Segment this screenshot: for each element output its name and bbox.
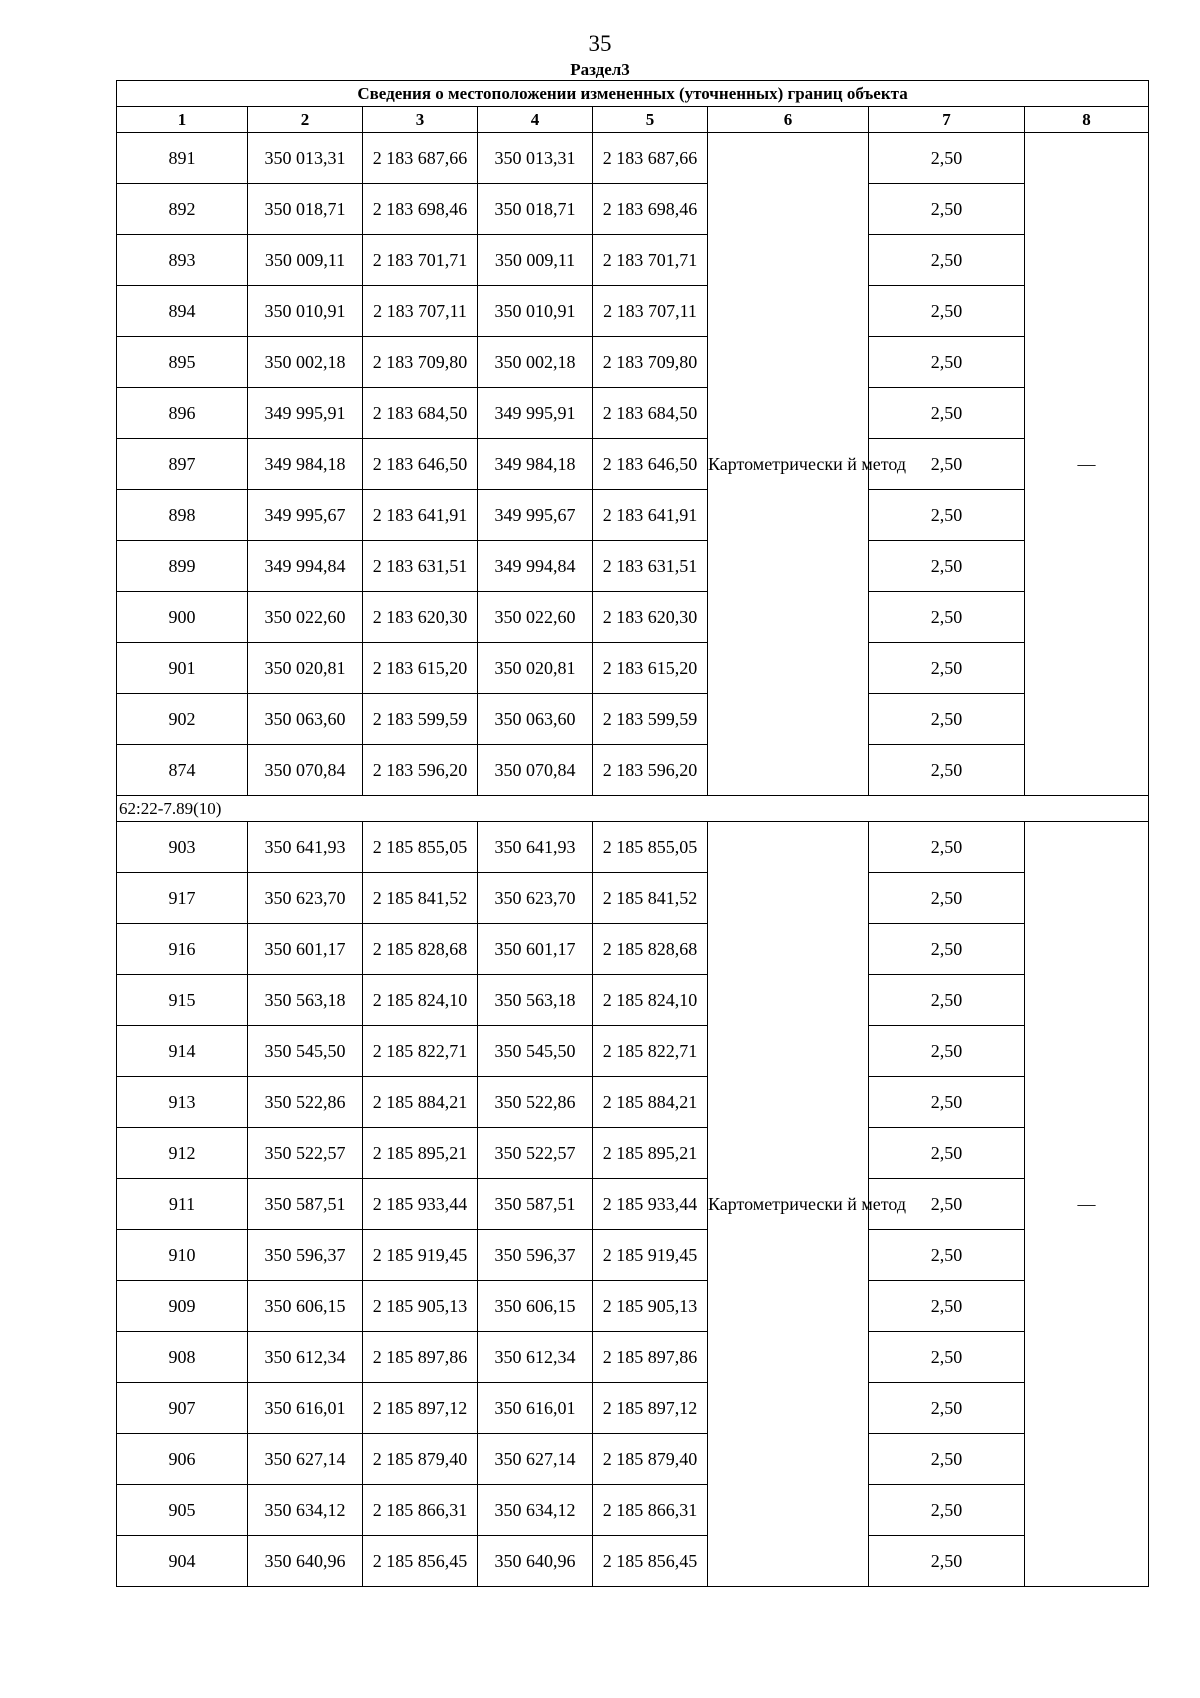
x-new-cell: 350 022,60	[478, 592, 593, 643]
y-new-cell: 2 185 841,52	[593, 873, 708, 924]
table-row	[117, 1128, 1149, 1179]
x-existing-cell: 349 994,84	[248, 541, 363, 592]
point-number-cell: 916	[117, 924, 248, 975]
accuracy-cell: 2,50	[869, 592, 1025, 643]
y-existing-cell: 2 185 879,40	[363, 1434, 478, 1485]
accuracy-cell: 2,50	[869, 873, 1025, 924]
y-existing-cell: 2 183 698,46	[363, 184, 478, 235]
table-row	[117, 1281, 1149, 1332]
accuracy-cell: 2,50	[869, 1026, 1025, 1077]
x-existing-cell: 349 995,91	[248, 388, 363, 439]
accuracy-cell: 2,50	[869, 1332, 1025, 1383]
point-number-cell: 908	[117, 1332, 248, 1383]
table-title: Сведения о местоположении измененных (уточненных) границ объекта	[117, 81, 1149, 107]
table-row	[117, 541, 1149, 592]
point-number-cell: 909	[117, 1281, 248, 1332]
column-number-1: 1	[117, 107, 248, 133]
point-number-cell: 917	[117, 873, 248, 924]
table-row	[117, 924, 1149, 975]
column-number-4: 4	[478, 107, 593, 133]
table-row	[117, 1026, 1149, 1077]
group-label: 62:22-7.89(10)	[117, 796, 1149, 822]
x-existing-cell: 350 596,37	[248, 1230, 363, 1281]
column-number-3: 3	[363, 107, 478, 133]
x-existing-cell: 350 563,18	[248, 975, 363, 1026]
y-new-cell: 2 183 701,71	[593, 235, 708, 286]
x-new-cell: 350 612,34	[478, 1332, 593, 1383]
point-number-cell: 911	[117, 1179, 248, 1230]
accuracy-cell: 2,50	[869, 1230, 1025, 1281]
table-row	[117, 1383, 1149, 1434]
y-existing-cell: 2 183 709,80	[363, 337, 478, 388]
column-number-2: 2	[248, 107, 363, 133]
table-row	[117, 1230, 1149, 1281]
accuracy-cell: 2,50	[869, 490, 1025, 541]
x-new-cell: 350 009,11	[478, 235, 593, 286]
x-new-cell: 350 606,15	[478, 1281, 593, 1332]
y-existing-cell: 2 183 615,20	[363, 643, 478, 694]
x-new-cell: 350 640,96	[478, 1536, 593, 1587]
y-new-cell: 2 183 615,20	[593, 643, 708, 694]
table-row	[117, 235, 1149, 286]
table-row	[117, 439, 1149, 490]
y-new-cell: 2 185 824,10	[593, 975, 708, 1026]
point-number-cell: 898	[117, 490, 248, 541]
x-new-cell: 350 641,93	[478, 822, 593, 873]
accuracy-cell: 2,50	[869, 337, 1025, 388]
y-existing-cell: 2 185 897,86	[363, 1332, 478, 1383]
group-label-row	[117, 796, 1149, 822]
x-new-cell: 350 013,31	[478, 133, 593, 184]
table-row	[117, 490, 1149, 541]
table-row	[117, 184, 1149, 235]
x-existing-cell: 350 020,81	[248, 643, 363, 694]
table-row	[117, 745, 1149, 796]
point-number-cell: 904	[117, 1536, 248, 1587]
accuracy-cell: 2,50	[869, 133, 1025, 184]
accuracy-cell: 2,50	[869, 184, 1025, 235]
table-row	[117, 1332, 1149, 1383]
accuracy-cell: 2,50	[869, 1434, 1025, 1485]
y-new-cell: 2 185 933,44	[593, 1179, 708, 1230]
table-row	[117, 822, 1149, 873]
accuracy-cell: 2,50	[869, 1128, 1025, 1179]
y-existing-cell: 2 183 646,50	[363, 439, 478, 490]
accuracy-cell: 2,50	[869, 694, 1025, 745]
accuracy-cell: 2,50	[869, 1536, 1025, 1587]
x-new-cell: 350 596,37	[478, 1230, 593, 1281]
accuracy-cell: 2,50	[869, 1485, 1025, 1536]
point-number-cell: 905	[117, 1485, 248, 1536]
y-existing-cell: 2 183 641,91	[363, 490, 478, 541]
table-row	[117, 975, 1149, 1026]
y-new-cell: 2 185 866,31	[593, 1485, 708, 1536]
y-new-cell: 2 185 855,05	[593, 822, 708, 873]
y-existing-cell: 2 185 919,45	[363, 1230, 478, 1281]
column-number-6: 6	[708, 107, 869, 133]
y-existing-cell: 2 183 631,51	[363, 541, 478, 592]
section-title: Раздел3	[570, 60, 630, 79]
accuracy-cell: 2,50	[869, 643, 1025, 694]
table-row	[117, 694, 1149, 745]
x-existing-cell: 350 616,01	[248, 1383, 363, 1434]
table-row	[117, 1077, 1149, 1128]
y-existing-cell: 2 183 620,30	[363, 592, 478, 643]
description-cell: —	[1025, 822, 1149, 1587]
x-new-cell: 350 587,51	[478, 1179, 593, 1230]
x-new-cell: 350 020,81	[478, 643, 593, 694]
point-number-cell: 893	[117, 235, 248, 286]
point-number-cell: 915	[117, 975, 248, 1026]
accuracy-cell: 2,50	[869, 1383, 1025, 1434]
table-row	[117, 873, 1149, 924]
x-new-cell: 350 634,12	[478, 1485, 593, 1536]
y-existing-cell: 2 185 895,21	[363, 1128, 478, 1179]
accuracy-cell: 2,50	[869, 388, 1025, 439]
x-existing-cell: 350 010,91	[248, 286, 363, 337]
x-existing-cell: 350 612,34	[248, 1332, 363, 1383]
x-new-cell: 350 616,01	[478, 1383, 593, 1434]
point-number-cell: 906	[117, 1434, 248, 1485]
x-existing-cell: 350 522,86	[248, 1077, 363, 1128]
table-row	[117, 643, 1149, 694]
page-number: 35	[588, 31, 612, 56]
x-new-cell: 350 018,71	[478, 184, 593, 235]
table-row	[117, 1536, 1149, 1587]
x-existing-cell: 350 018,71	[248, 184, 363, 235]
x-existing-cell: 350 545,50	[248, 1026, 363, 1077]
coordinates-table	[116, 80, 1149, 1587]
y-new-cell: 2 185 895,21	[593, 1128, 708, 1179]
y-new-cell: 2 183 646,50	[593, 439, 708, 490]
y-new-cell: 2 183 641,91	[593, 490, 708, 541]
point-number-cell: 902	[117, 694, 248, 745]
y-new-cell: 2 185 897,12	[593, 1383, 708, 1434]
x-existing-cell: 350 640,96	[248, 1536, 363, 1587]
y-existing-cell: 2 185 884,21	[363, 1077, 478, 1128]
y-new-cell: 2 183 687,66	[593, 133, 708, 184]
x-new-cell: 350 623,70	[478, 873, 593, 924]
y-existing-cell: 2 185 897,12	[363, 1383, 478, 1434]
y-new-cell: 2 185 905,13	[593, 1281, 708, 1332]
x-existing-cell: 350 606,15	[248, 1281, 363, 1332]
x-new-cell: 349 995,91	[478, 388, 593, 439]
y-existing-cell: 2 185 855,05	[363, 822, 478, 873]
y-existing-cell: 2 183 596,20	[363, 745, 478, 796]
x-existing-cell: 350 063,60	[248, 694, 363, 745]
accuracy-cell: 2,50	[869, 975, 1025, 1026]
y-existing-cell: 2 185 856,45	[363, 1536, 478, 1587]
accuracy-cell: 2,50	[869, 439, 1025, 490]
y-new-cell: 2 183 709,80	[593, 337, 708, 388]
y-new-cell: 2 185 822,71	[593, 1026, 708, 1077]
point-number-cell: 912	[117, 1128, 248, 1179]
point-number-cell: 899	[117, 541, 248, 592]
accuracy-cell: 2,50	[869, 235, 1025, 286]
table-row	[117, 337, 1149, 388]
accuracy-cell: 2,50	[869, 745, 1025, 796]
x-existing-cell: 350 013,31	[248, 133, 363, 184]
point-number-cell: 874	[117, 745, 248, 796]
y-existing-cell: 2 183 684,50	[363, 388, 478, 439]
description-cell: —	[1025, 133, 1149, 796]
point-number-cell: 910	[117, 1230, 248, 1281]
point-number-cell: 891	[117, 133, 248, 184]
point-number-cell: 903	[117, 822, 248, 873]
y-existing-cell: 2 185 866,31	[363, 1485, 478, 1536]
y-new-cell: 2 183 707,11	[593, 286, 708, 337]
y-new-cell: 2 183 599,59	[593, 694, 708, 745]
x-existing-cell: 349 995,67	[248, 490, 363, 541]
y-new-cell: 2 185 897,86	[593, 1332, 708, 1383]
x-existing-cell: 349 984,18	[248, 439, 363, 490]
x-existing-cell: 350 522,57	[248, 1128, 363, 1179]
accuracy-cell: 2,50	[869, 924, 1025, 975]
point-number-cell: 894	[117, 286, 248, 337]
accuracy-cell: 2,50	[869, 1077, 1025, 1128]
x-new-cell: 350 063,60	[478, 694, 593, 745]
x-existing-cell: 350 002,18	[248, 337, 363, 388]
x-new-cell: 350 522,57	[478, 1128, 593, 1179]
x-new-cell: 350 601,17	[478, 924, 593, 975]
x-new-cell: 350 002,18	[478, 337, 593, 388]
point-number-cell: 896	[117, 388, 248, 439]
table-row	[117, 133, 1149, 184]
x-new-cell: 349 994,84	[478, 541, 593, 592]
x-existing-cell: 350 009,11	[248, 235, 363, 286]
point-number-cell: 892	[117, 184, 248, 235]
y-new-cell: 2 185 919,45	[593, 1230, 708, 1281]
y-new-cell: 2 185 828,68	[593, 924, 708, 975]
x-existing-cell: 350 601,17	[248, 924, 363, 975]
method-cell: Картометрически й метод	[708, 133, 869, 796]
x-existing-cell: 350 634,12	[248, 1485, 363, 1536]
y-existing-cell: 2 185 824,10	[363, 975, 478, 1026]
point-number-cell: 907	[117, 1383, 248, 1434]
y-existing-cell: 2 185 905,13	[363, 1281, 478, 1332]
x-new-cell: 350 545,50	[478, 1026, 593, 1077]
y-existing-cell: 2 183 701,71	[363, 235, 478, 286]
x-existing-cell: 350 641,93	[248, 822, 363, 873]
table-row	[117, 1434, 1149, 1485]
point-number-cell: 895	[117, 337, 248, 388]
table-row	[117, 592, 1149, 643]
x-new-cell: 350 522,86	[478, 1077, 593, 1128]
table-row	[117, 286, 1149, 337]
x-new-cell: 350 563,18	[478, 975, 593, 1026]
table-row	[117, 1485, 1149, 1536]
y-existing-cell: 2 185 828,68	[363, 924, 478, 975]
y-new-cell: 2 185 884,21	[593, 1077, 708, 1128]
y-existing-cell: 2 183 599,59	[363, 694, 478, 745]
column-number-row	[117, 107, 1149, 133]
point-number-cell: 914	[117, 1026, 248, 1077]
y-existing-cell: 2 185 841,52	[363, 873, 478, 924]
accuracy-cell: 2,50	[869, 1281, 1025, 1332]
y-new-cell: 2 183 684,50	[593, 388, 708, 439]
y-new-cell: 2 183 596,20	[593, 745, 708, 796]
x-existing-cell: 350 022,60	[248, 592, 363, 643]
y-new-cell: 2 185 879,40	[593, 1434, 708, 1485]
x-new-cell: 350 010,91	[478, 286, 593, 337]
table-row	[117, 1179, 1149, 1230]
y-new-cell: 2 185 856,45	[593, 1536, 708, 1587]
column-number-7: 7	[869, 107, 1025, 133]
point-number-cell: 901	[117, 643, 248, 694]
x-existing-cell: 350 070,84	[248, 745, 363, 796]
column-number-5: 5	[593, 107, 708, 133]
x-new-cell: 350 627,14	[478, 1434, 593, 1485]
x-existing-cell: 350 623,70	[248, 873, 363, 924]
y-new-cell: 2 183 620,30	[593, 592, 708, 643]
y-existing-cell: 2 183 687,66	[363, 133, 478, 184]
accuracy-cell: 2,50	[869, 822, 1025, 873]
method-cell: Картометрически й метод	[708, 822, 869, 1587]
y-existing-cell: 2 185 822,71	[363, 1026, 478, 1077]
point-number-cell: 900	[117, 592, 248, 643]
accuracy-cell: 2,50	[869, 1179, 1025, 1230]
accuracy-cell: 2,50	[869, 286, 1025, 337]
y-existing-cell: 2 183 707,11	[363, 286, 478, 337]
point-number-cell: 913	[117, 1077, 248, 1128]
table-row	[117, 388, 1149, 439]
y-existing-cell: 2 185 933,44	[363, 1179, 478, 1230]
x-existing-cell: 350 627,14	[248, 1434, 363, 1485]
table-body	[117, 133, 1149, 1587]
point-number-cell: 897	[117, 439, 248, 490]
x-new-cell: 349 995,67	[478, 490, 593, 541]
x-new-cell: 350 070,84	[478, 745, 593, 796]
y-new-cell: 2 183 698,46	[593, 184, 708, 235]
accuracy-cell: 2,50	[869, 541, 1025, 592]
x-existing-cell: 350 587,51	[248, 1179, 363, 1230]
x-new-cell: 349 984,18	[478, 439, 593, 490]
column-number-8: 8	[1025, 107, 1149, 133]
y-new-cell: 2 183 631,51	[593, 541, 708, 592]
